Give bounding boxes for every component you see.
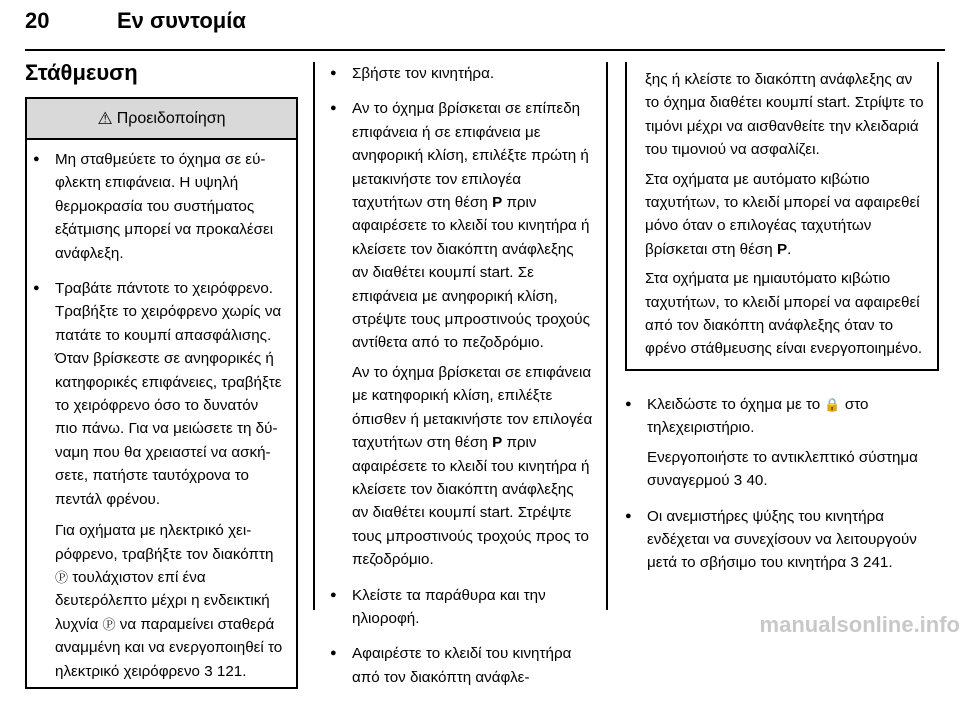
text-span: Στα οχήματα με αυτόματο κιβώτιο ταχυτήτων, το κλειδί μπορεί να αφαιρεθεί μόνο όταν ο επιλογέας ταχυτήτων βρίσκεται στη θέση [645,170,920,258]
text-span: πριν αφαιρέσετε το κλειδί του κινητήρα ή κλείσετε τον διακόπτη ανάφλεξης αν διαθέτει κουμπί start. Στρέψτε τους μπροστινούς τροχούς προς το πεζοδρόμιο. [352,434,590,569]
list-item: ● Τραβάτε πάντοτε το χειρόφρενο. Τραβήξτε το χειρόφρενο χωρίς να πατάτε το κουμπί απασφάλισης. Όταν βρίσκεστε σε ανηφορικές ή κατηφορικές επιφάνειες, τραβήξτε το χειρόφρενο όσο το δυνατόν πιο πάνω. Για να μειώσετε τη δύναμη που θα χρειαστεί να ασκήσετε, πατήστε ταυτόχρονα το πεντάλ φρένου. [33,277,284,511]
text-span: στο τηλεχειριστήριο. [647,395,869,437]
paragraph-electric-brake [33,519,284,683]
column-3-list [625,393,940,575]
running-title: Εν συντομία [117,8,246,33]
lock-icon: 🔒 [824,396,841,412]
text-span: τουλάχιστον επί ένα δευτερόλεπτο μέχρι η ενδεικτική λυχνία [55,568,270,633]
list-item [330,97,594,571]
list-item: ● Μη σταθμεύετε το όχημα σε εύφλεκτη επιφάνεια. Η υψηλή θερμοκρασία του συστήματος εξάτμισης μπορεί να προκαλέσει ανάφλεξη. [33,148,284,265]
gear-position-label: P [492,434,503,452]
page-number: 20 [25,8,50,33]
list-item [625,505,940,575]
paragraph [645,168,927,262]
parking-brake-icon: Ⓟ [102,616,116,632]
column-3 [625,62,940,587]
text-span: να παραμείνει σταθερά αναμμένη και να ενεργοποιηθεί το ηλεκτρικό χειρόφρενο [55,615,283,680]
parking-brake-icon: Ⓟ [55,569,69,585]
paragraph [647,446,940,493]
column-1 [25,97,298,689]
header-rule [25,49,945,51]
list-item: ● Αφαιρέστε το κλειδί του κινητήρα από τον διακόπτη ανάφλε- [330,642,594,689]
warning-body [27,140,296,687]
paragraph [352,361,594,572]
list-item: ● Σβήστε τον κινητήρα. [330,62,594,85]
warning-box [25,97,298,689]
text-span: Οι ανεμιστήρες ψύξης του κινητήρα ενδέχεται να συνεχίσουν να λειτουργούν μετά το σβήσιμο του κινητήρα [647,507,917,572]
text-span: . [787,240,792,258]
page-header [25,8,945,48]
section-title: Στάθμευση [25,60,138,85]
list-item [625,393,940,493]
list-item: ● Κλείστε τα παράθυρα και την ηλιοροφή. [330,584,594,631]
warning-title: Προειδοποίηση [116,109,226,127]
paragraph: Στα οχήματα με ημιαυτόματο κιβώτιο ταχυτήτων, το κλειδί μπορεί να αφαιρεθεί από τον διακόπτη ανάφλεξης όταν το φρένο στάθμευσης είναι ενεργοποιημένο. [645,270,923,358]
text-span: πριν αφαιρέσετε το κλειδί του κινητήρα ή κλείσετε τον διακόπτη ανάφλεξης αν διαθέτει κουμπί start. Σε επιφάνεια με ανηφορική κλίση, στρέψτε τους μπροστινούς τροχούς αντίθετα από το πεζοδρόμιο. [352,194,590,352]
warning-box-continued [625,62,939,371]
page-reference: 3 241. [850,554,893,572]
warning-triangle-icon: ⚠ [97,108,113,128]
gear-position-label: P [776,240,788,258]
paragraph: ξης ή κλείστε το διακόπτη ανάφλεξης αν το όχημα διαθέτει κουμπί start. Στρίψτε το τιμόνι μέχρι να αισθανθείτε την κλειδαριά του τιμονιού να ασφαλίζει. [645,71,924,159]
column-divider [606,62,608,610]
text-span: Κλειδώστε το όχημα με το [647,395,821,413]
text-span: Αν το όχημα βρίσκεται σε επιφάνεια με κατηφορική κλίση, επιλέξτε όπισθεν ή μετακινήστε τον επιλογέα ταχυτήτων στη θέση [352,363,593,452]
column-divider [313,62,315,610]
page-reference: 3 121. [204,662,247,680]
watermark: manualsonline.info [759,612,960,637]
text-span: Αν το όχημα βρίσκεται σε επίπεδη επιφάνεια ή σε επιφάνεια με ανηφορική κλίση, επιλέξτε πρώτη ή μετακινήστε τον επιλογέα ταχυτήτων στη θέση [352,100,589,212]
gear-position-label: P [492,194,503,212]
warning-header [27,99,296,140]
text-span: Ενεργοποιήστε το αντικλεπτικό σύστημα συναγερμού [647,448,918,490]
column-2 [330,62,594,701]
page-reference: 3 40. [733,472,768,490]
text-span: Για οχήματα με ηλεκτρικό χειρόφρενο, τραβήξτε τον διακόπτη [55,522,274,563]
